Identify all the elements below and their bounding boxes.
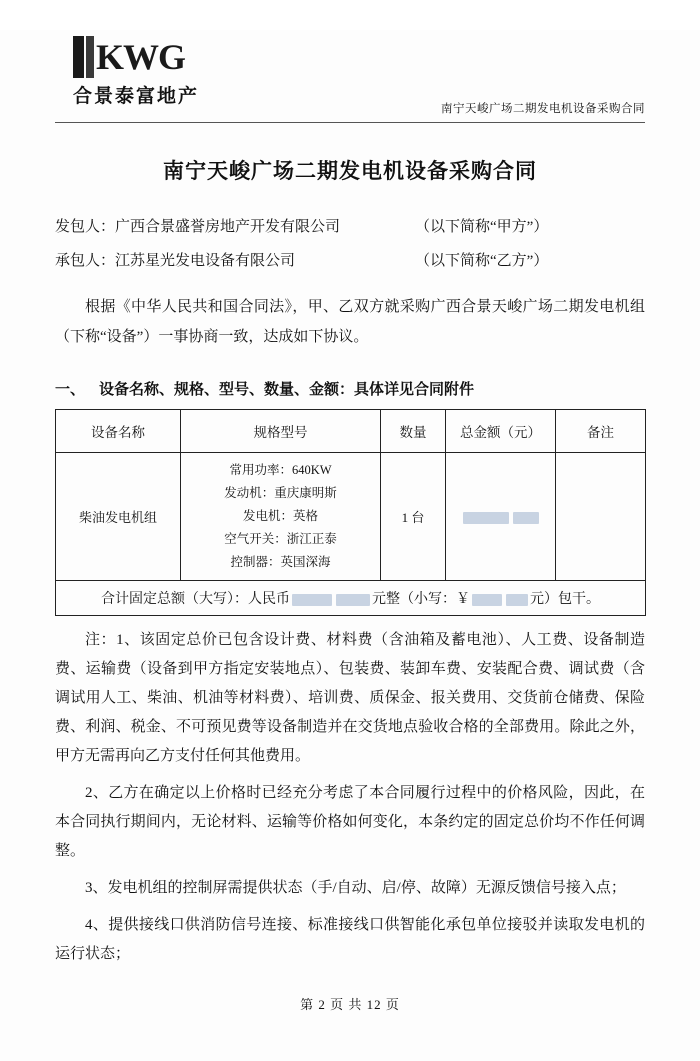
redaction-block <box>336 594 370 606</box>
logo-bar-secondary-icon <box>86 36 94 78</box>
cell-total-amount <box>56 581 646 616</box>
cell-amount-redacted <box>446 453 556 581</box>
section-1-title: 设备名称、规格、型号、数量、金额：具体详见合同附件 <box>99 382 475 398</box>
note-paragraph-3: 3、发电机组的控制屏需提供状态（手/自动、启/停、故障）无源反馈信号接入点； <box>85 880 626 896</box>
table-header-remark: 备注 <box>556 410 646 453</box>
redaction-block <box>506 594 528 606</box>
total-mid: 元整（小写：￥ <box>372 592 470 607</box>
model-line-5: 控制器：英国深海 <box>230 555 331 569</box>
redaction-block <box>513 512 539 524</box>
party-contractor-label: 承包人：江苏星光发电设备有限公司 <box>55 253 296 269</box>
logo-mark <box>73 36 248 78</box>
table-total-row <box>56 581 646 616</box>
table-header-quantity: 数量 <box>381 410 446 453</box>
model-line-4: 空气开关：浙江正泰 <box>224 532 337 546</box>
cell-remark <box>556 453 646 581</box>
logo-letters: KWG <box>96 37 186 77</box>
logo-bar-icon <box>73 36 84 78</box>
party-employer-label: 发包人：广西合景盛誉房地产开发有限公司 <box>55 219 341 235</box>
table-header-name: 设备名称 <box>56 410 181 453</box>
page-footer: 第 2 页 共 12 页 <box>300 997 400 1012</box>
redaction-block <box>472 594 502 606</box>
party-row-employer <box>55 215 645 236</box>
section-1-number: 一、 <box>55 382 86 398</box>
equipment-table <box>55 409 646 616</box>
model-line-3: 发电机：英格 <box>242 509 318 523</box>
total-suffix: 元）包干。 <box>530 592 600 607</box>
document-page <box>0 30 700 1061</box>
party-employer-alias: （以下简称“甲方”） <box>415 219 549 235</box>
table-row <box>56 453 646 581</box>
table-header-model: 规格型号 <box>181 410 381 453</box>
logo-company-name: 合景泰富地产 <box>73 86 200 107</box>
model-line-2: 发动机：重庆康明斯 <box>224 486 337 500</box>
cell-model-spec <box>181 453 381 581</box>
redaction-block <box>463 512 509 524</box>
model-line-1: 常用功率：640KW <box>229 463 332 477</box>
note-paragraph-1: 注：1、该固定总价已包含设计费、材料费（含油箱及蓄电池）、人工费、设备制造费、运输费（设备到甲方指定安装地点）、包装费、装卸车费、安装配合费、调试费（含调试用人工、柴油、机油等材料费）、培训费、质保金、报关费用、交货前仓储费、保险费、利润、税金、不可预见费等设备制造并在交货地点验收合格的全部费用。除此之外，甲方无需再向乙方支付任何其他费用。 <box>55 632 645 764</box>
company-logo <box>73 36 248 108</box>
running-head: 南宁天峻广场二期发电机设备采购合同 <box>441 103 645 115</box>
page-header <box>55 30 645 123</box>
note-paragraph-2: 2、乙方在确定以上价格时已经充分考虑了本合同履行过程中的价格风险，因此，在本合同执行期间内，无论材料、运输等价格如何变化，本条约定的固定总价均不作任何调整。 <box>55 785 645 859</box>
total-prefix: 合计固定总额（大写）：人民币 <box>101 592 290 607</box>
table-header-row <box>56 410 646 453</box>
party-row-contractor <box>55 249 645 270</box>
note-paragraph-4: 4、提供接线口供消防信号连接、标准接线口供智能化承包单位接驳并读取发电机的运行状态； <box>55 917 645 962</box>
preamble-paragraph: 根据《中华人民共和国合同法》，甲、乙双方就采购广西合景天峻广场二期发电机组（下称“设备”）一事协商一致，达成如下协议。 <box>55 299 645 345</box>
party-contractor-alias: （以下简称“乙方”） <box>415 253 549 269</box>
section-1-heading <box>55 378 645 399</box>
cell-equipment-name: 柴油发电机组 <box>56 453 181 581</box>
table-header-amount: 总金额（元） <box>446 410 556 453</box>
cell-quantity: 1 台 <box>381 453 446 581</box>
page-title: 南宁天峻广场二期发电机设备采购合同 <box>163 159 537 183</box>
redaction-block <box>292 594 332 606</box>
